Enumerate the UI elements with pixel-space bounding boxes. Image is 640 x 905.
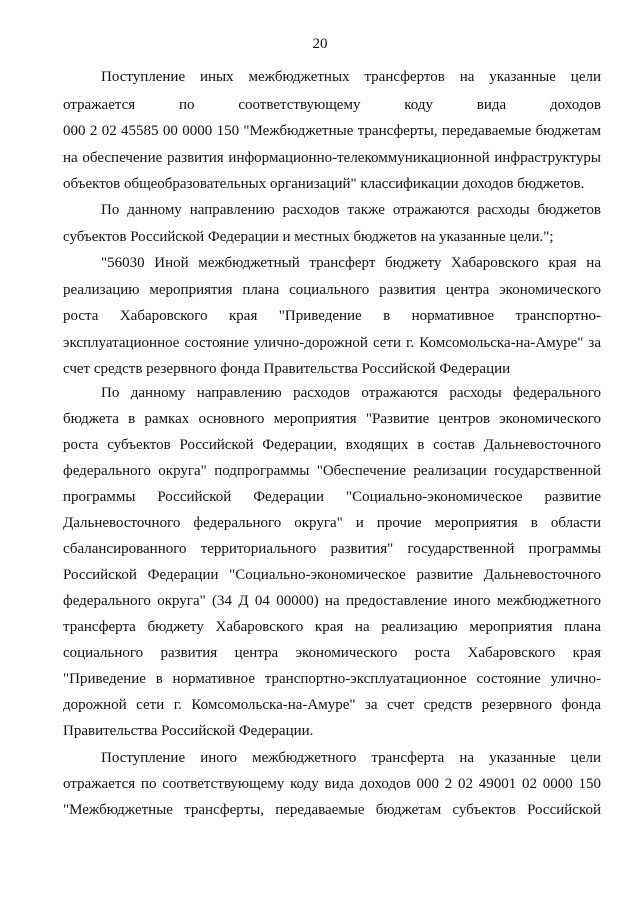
text-line: По данному направлению расходов отражаются расходы федерального bbox=[101, 385, 601, 401]
text-line: счет средств резервного фонда Правительства Российской Федерации bbox=[63, 361, 511, 377]
text-line: федерального округа" подпрограммы "Обеспечение реализации государственной bbox=[63, 463, 601, 479]
text-line: По данному направлению расходов также отражаются расходы бюджетов bbox=[101, 202, 601, 218]
text-line: "56030 Иной межбюджетный трансферт бюджету Хабаровского края на bbox=[101, 255, 601, 271]
text-line: отражается по соответствующему коду вида доходов 000 2 02 49001 02 0000 150 bbox=[63, 776, 601, 792]
text-line: роста Хабаровского края "Приведение в нормативное транспортно- bbox=[63, 308, 601, 324]
text-line: дорожной сети г. Комсомольска-на-Амуре" за счет средств резервного фонда bbox=[63, 697, 601, 713]
text-line: роста субъектов Российской Федерации, входящих в состав Дальневосточного bbox=[63, 437, 601, 453]
text-line: эксплуатационное состояние улично-дорожной сети г. Комсомольска-на-Амуре" за bbox=[63, 335, 601, 351]
text-line: на обеспечение развития информационно-телекоммуникационной инфраструктуры bbox=[63, 150, 601, 166]
text-line: социального развития центра экономического роста Хабаровского края bbox=[63, 645, 601, 661]
text-line: федерального округа" (34 Д 04 00000) на предоставление иного межбюджетного bbox=[63, 593, 601, 609]
text-line: "Межбюджетные трансферты, передаваемые бюджетам субъектов Российской bbox=[63, 802, 601, 818]
text-line: субъектов Российской Федерации и местных бюджетов на указанные цели."; bbox=[63, 229, 554, 245]
text-line: реализацию мероприятия плана социального развития центра экономического bbox=[63, 282, 601, 298]
text-line: бюджета в рамках основного мероприятия "Развитие центров экономического bbox=[63, 411, 601, 427]
text-line: Дальневосточного федерального округа" и прочие мероприятия в области bbox=[63, 515, 601, 531]
page-number: 20 bbox=[312, 36, 328, 52]
text-line: Правительства Российской Федерации. bbox=[63, 723, 314, 739]
text-line: Российской Федерации "Социально-экономическое развитие Дальневосточного bbox=[63, 567, 601, 583]
text-line: объектов общеобразовательных организаций" классификации доходов бюджетов. bbox=[63, 176, 585, 192]
text-line: отражается по соответствующему коду вида доходов bbox=[63, 97, 601, 113]
text-line: Поступление иных межбюджетных трансфертов на указанные цели bbox=[101, 69, 601, 85]
text-line: 000 2 02 45585 00 0000 150 "Межбюджетные трансферты, передаваемые бюджетам bbox=[63, 123, 601, 139]
text-line: Поступление иного межбюджетного трансферта на указанные цели bbox=[101, 750, 601, 766]
text-line: трансферта бюджету Хабаровского края на реализацию мероприятия плана bbox=[63, 619, 601, 635]
text-line: сбалансированного территориального развития" государственной программы bbox=[63, 541, 601, 557]
text-line: "Приведение в нормативное транспортно-эксплуатационное состояние улично- bbox=[63, 671, 601, 687]
text-line: программы Российской Федерации "Социально-экономическое развитие bbox=[63, 489, 601, 505]
